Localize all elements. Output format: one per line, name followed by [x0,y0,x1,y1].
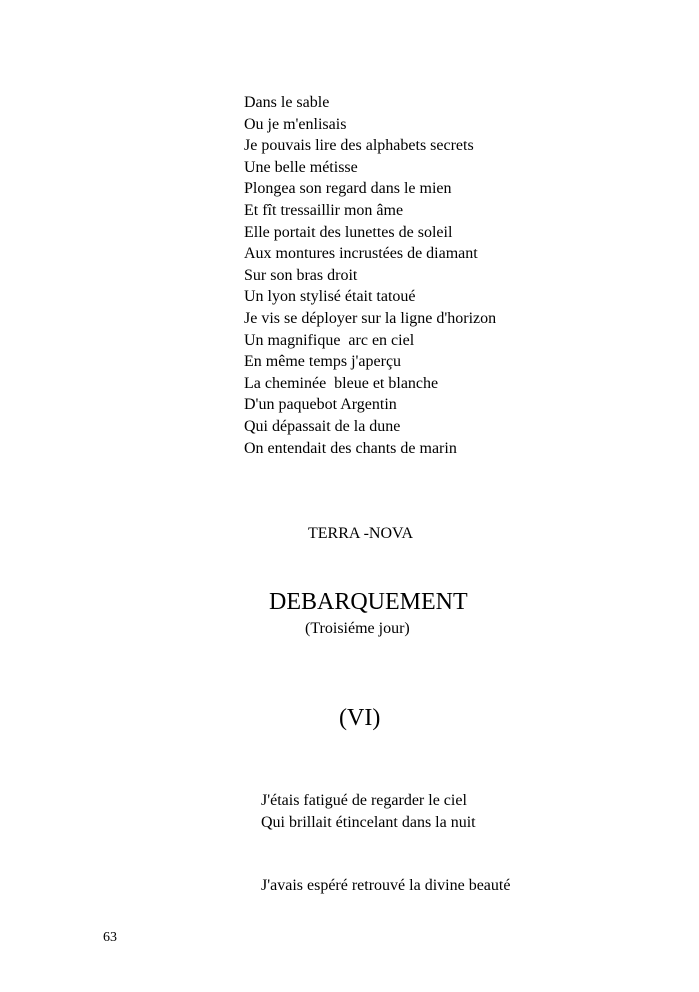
poem-line: En même temps j'aperçu [244,353,402,371]
poem-line: Qui brillait étincelant dans la nuit [261,814,476,831]
poem-line: D'un paquebot Argentin [244,396,397,414]
poem-line: Je pouvais lire des alphabets secrets [244,137,474,155]
poem-line: J'étais fatigué de regarder le ciel [261,792,467,809]
chapter-numeral: (VI) [339,705,381,731]
chapter-heading: DEBARQUEMENT [269,589,468,615]
page-number: 63 [103,930,117,945]
poem-stanza [244,92,496,459]
poem-line: Sur son bras droit [244,266,358,284]
poem-line: On entendait des chants de marin [244,439,457,457]
poem-line: Plongea son regard dans le mien [244,180,452,198]
poem-line: Une belle métisse [244,158,358,176]
poem-line: Un lyon stylisé était tatoué [244,288,416,306]
section-label-terra-nova: TERRA -NOVA [308,525,414,542]
poem-line: Qui dépassait de la dune [244,417,401,435]
poem-line: Aux montures incrustées de diamant [244,245,478,263]
chapter-subtitle: (Troisiéme jour) [305,620,410,637]
poem-line: Et fît tressaillir mon âme [244,201,404,219]
poem-line: La cheminée bleue et blanche [244,374,439,392]
poem-line: Ou je m'enlisais [244,115,347,133]
poem-line: Un magnifique arc en ciel [244,331,415,349]
second-stanza [261,790,476,834]
poem-line: Elle portait des lunettes de soleil [244,223,453,241]
poem-line: Dans le sable [244,94,330,111]
poem-line: Je vis se déployer sur la ligne d'horizon [244,309,497,327]
third-stanza-line: J'avais espéré retrouvé la divine beauté [261,877,511,894]
